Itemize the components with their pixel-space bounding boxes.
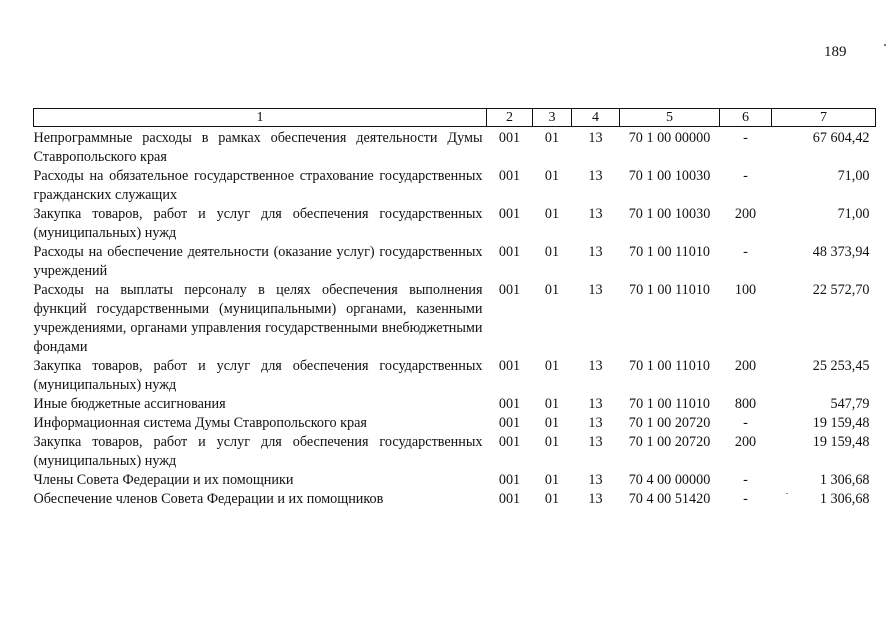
amount: 25 253,45: [812, 358, 870, 374]
expense-name: Непрограммные расходы в рамках обеспечения деятельности Думы Ставропольского края: [33, 130, 483, 165]
ministry-code: 001: [498, 130, 521, 146]
subsection-code: 13: [588, 282, 603, 298]
amount: 71,00: [837, 206, 870, 222]
target-article-code: 70 1 00 20720: [628, 434, 711, 450]
section-code: 01: [544, 282, 560, 298]
page-number: 189: [824, 44, 847, 60]
subsection-code: 13: [588, 472, 603, 488]
target-article-code: 70 1 00 20720: [628, 415, 711, 431]
subsection-code: 13: [588, 396, 603, 412]
table-row: [34, 490, 876, 509]
section-code: 01: [544, 434, 560, 450]
expense-type-code: 200: [734, 434, 757, 450]
target-article-code: 70 1 00 11010: [628, 282, 711, 298]
ministry-code: 001: [498, 434, 521, 450]
column-header-4: 4: [572, 109, 620, 127]
column-header-3: 3: [533, 109, 572, 127]
amount: 48 373,94: [812, 244, 870, 260]
expense-name: Члены Совета Федерации и их помощники: [33, 472, 294, 488]
target-article-code: 70 1 00 00000: [628, 130, 711, 146]
subsection-code: 13: [588, 434, 603, 450]
ministry-code: 001: [498, 358, 521, 374]
expense-name: Закупка товаров, работ и услуг для обеспечения государственных (муниципальных) нужд: [33, 434, 483, 469]
table-row: [34, 357, 876, 395]
ministry-code: 001: [498, 415, 521, 431]
column-header-2: 2: [487, 109, 533, 127]
expense-type-code: -: [743, 415, 748, 431]
ministry-code: 001: [498, 491, 521, 507]
target-article-code: 70 4 00 00000: [628, 472, 711, 488]
expense-type-code: -: [743, 472, 748, 488]
section-code: 01: [544, 168, 560, 184]
expense-name: Расходы на обеспечение деятельности (оказание услуг) государственных учреждений: [33, 244, 483, 279]
column-header-6: 6: [720, 109, 772, 127]
subsection-code: 13: [588, 244, 603, 260]
expense-type-code: 100: [734, 282, 757, 298]
subsection-code: 13: [588, 491, 603, 507]
ministry-code: 001: [498, 396, 521, 412]
table-row: [34, 433, 876, 471]
expense-type-code: -: [743, 130, 748, 146]
table-row: [34, 395, 876, 414]
expense-type-code: -: [743, 244, 748, 260]
target-article-code: 70 1 00 10030: [628, 206, 711, 222]
section-code: 01: [544, 472, 560, 488]
expense-type-code: 200: [734, 358, 757, 374]
target-article-code: 70 1 00 11010: [628, 244, 711, 260]
column-header-7: 7: [772, 109, 876, 127]
table-row: [34, 471, 876, 490]
table-header-row: [34, 109, 876, 127]
table-row: [34, 205, 876, 243]
amount: 547,79: [830, 396, 870, 412]
table-row: [34, 127, 876, 168]
section-code: 01: [544, 358, 560, 374]
amount: 1 306,68: [819, 472, 870, 488]
expense-type-code: 800: [734, 396, 757, 412]
table-row: [34, 243, 876, 281]
target-article-code: 70 1 00 10030: [628, 168, 711, 184]
ministry-code: 001: [498, 472, 521, 488]
expense-name: Информационная система Думы Ставропольского края: [33, 415, 367, 431]
expense-type-code: 200: [734, 206, 757, 222]
budget-table: [33, 108, 876, 509]
subsection-code: 13: [588, 168, 603, 184]
section-code: 01: [544, 244, 560, 260]
section-code: 01: [544, 130, 560, 146]
subsection-code: 13: [588, 130, 603, 146]
amount: 67 604,42: [812, 130, 870, 146]
section-code: 01: [544, 396, 560, 412]
scan-speck: [884, 44, 886, 46]
expense-type-code: -: [743, 491, 748, 507]
column-header-5: 5: [620, 109, 720, 127]
table-row: [34, 167, 876, 205]
section-code: 01: [544, 415, 560, 431]
ministry-code: 001: [498, 206, 521, 222]
subsection-code: 13: [588, 206, 603, 222]
expense-name: Расходы на обязательное государственное страхование государственных гражданских служащих: [33, 168, 483, 203]
expense-name: Расходы на выплаты персоналу в целях обеспечения выполнения функций государственными (муниципальными) органами, казенными учреждениями, органами управления государственными внебюджетными фондами: [33, 282, 483, 355]
amount: 22 572,70: [812, 282, 870, 298]
amount: 19 159,48: [812, 434, 870, 450]
ministry-code: 001: [498, 168, 521, 184]
expense-name: Обеспечение членов Совета Федерации и их помощников: [33, 491, 384, 507]
amount: 19 159,48: [812, 415, 870, 431]
expense-type-code: -: [743, 168, 748, 184]
amount: 71,00: [837, 168, 870, 184]
ministry-code: 001: [498, 244, 521, 260]
section-code: 01: [544, 206, 560, 222]
target-article-code: 70 4 00 51420: [628, 491, 711, 507]
section-code: 01: [544, 491, 560, 507]
target-article-code: 70 1 00 11010: [628, 396, 711, 412]
target-article-code: 70 1 00 11010: [628, 358, 711, 374]
subsection-code: 13: [588, 415, 603, 431]
column-header-1: 1: [34, 109, 487, 127]
table-row: [34, 414, 876, 433]
expense-name: Закупка товаров, работ и услуг для обеспечения государственных (муниципальных) нужд: [33, 206, 483, 241]
amount: 1 306,68: [819, 491, 870, 507]
subsection-code: 13: [588, 358, 603, 374]
table-row: [34, 281, 876, 357]
ministry-code: 001: [498, 282, 521, 298]
expense-name: Закупка товаров, работ и услуг для обеспечения государственных (муниципальных) нужд: [33, 358, 483, 393]
expense-name: Иные бюджетные ассигнования: [33, 396, 226, 412]
